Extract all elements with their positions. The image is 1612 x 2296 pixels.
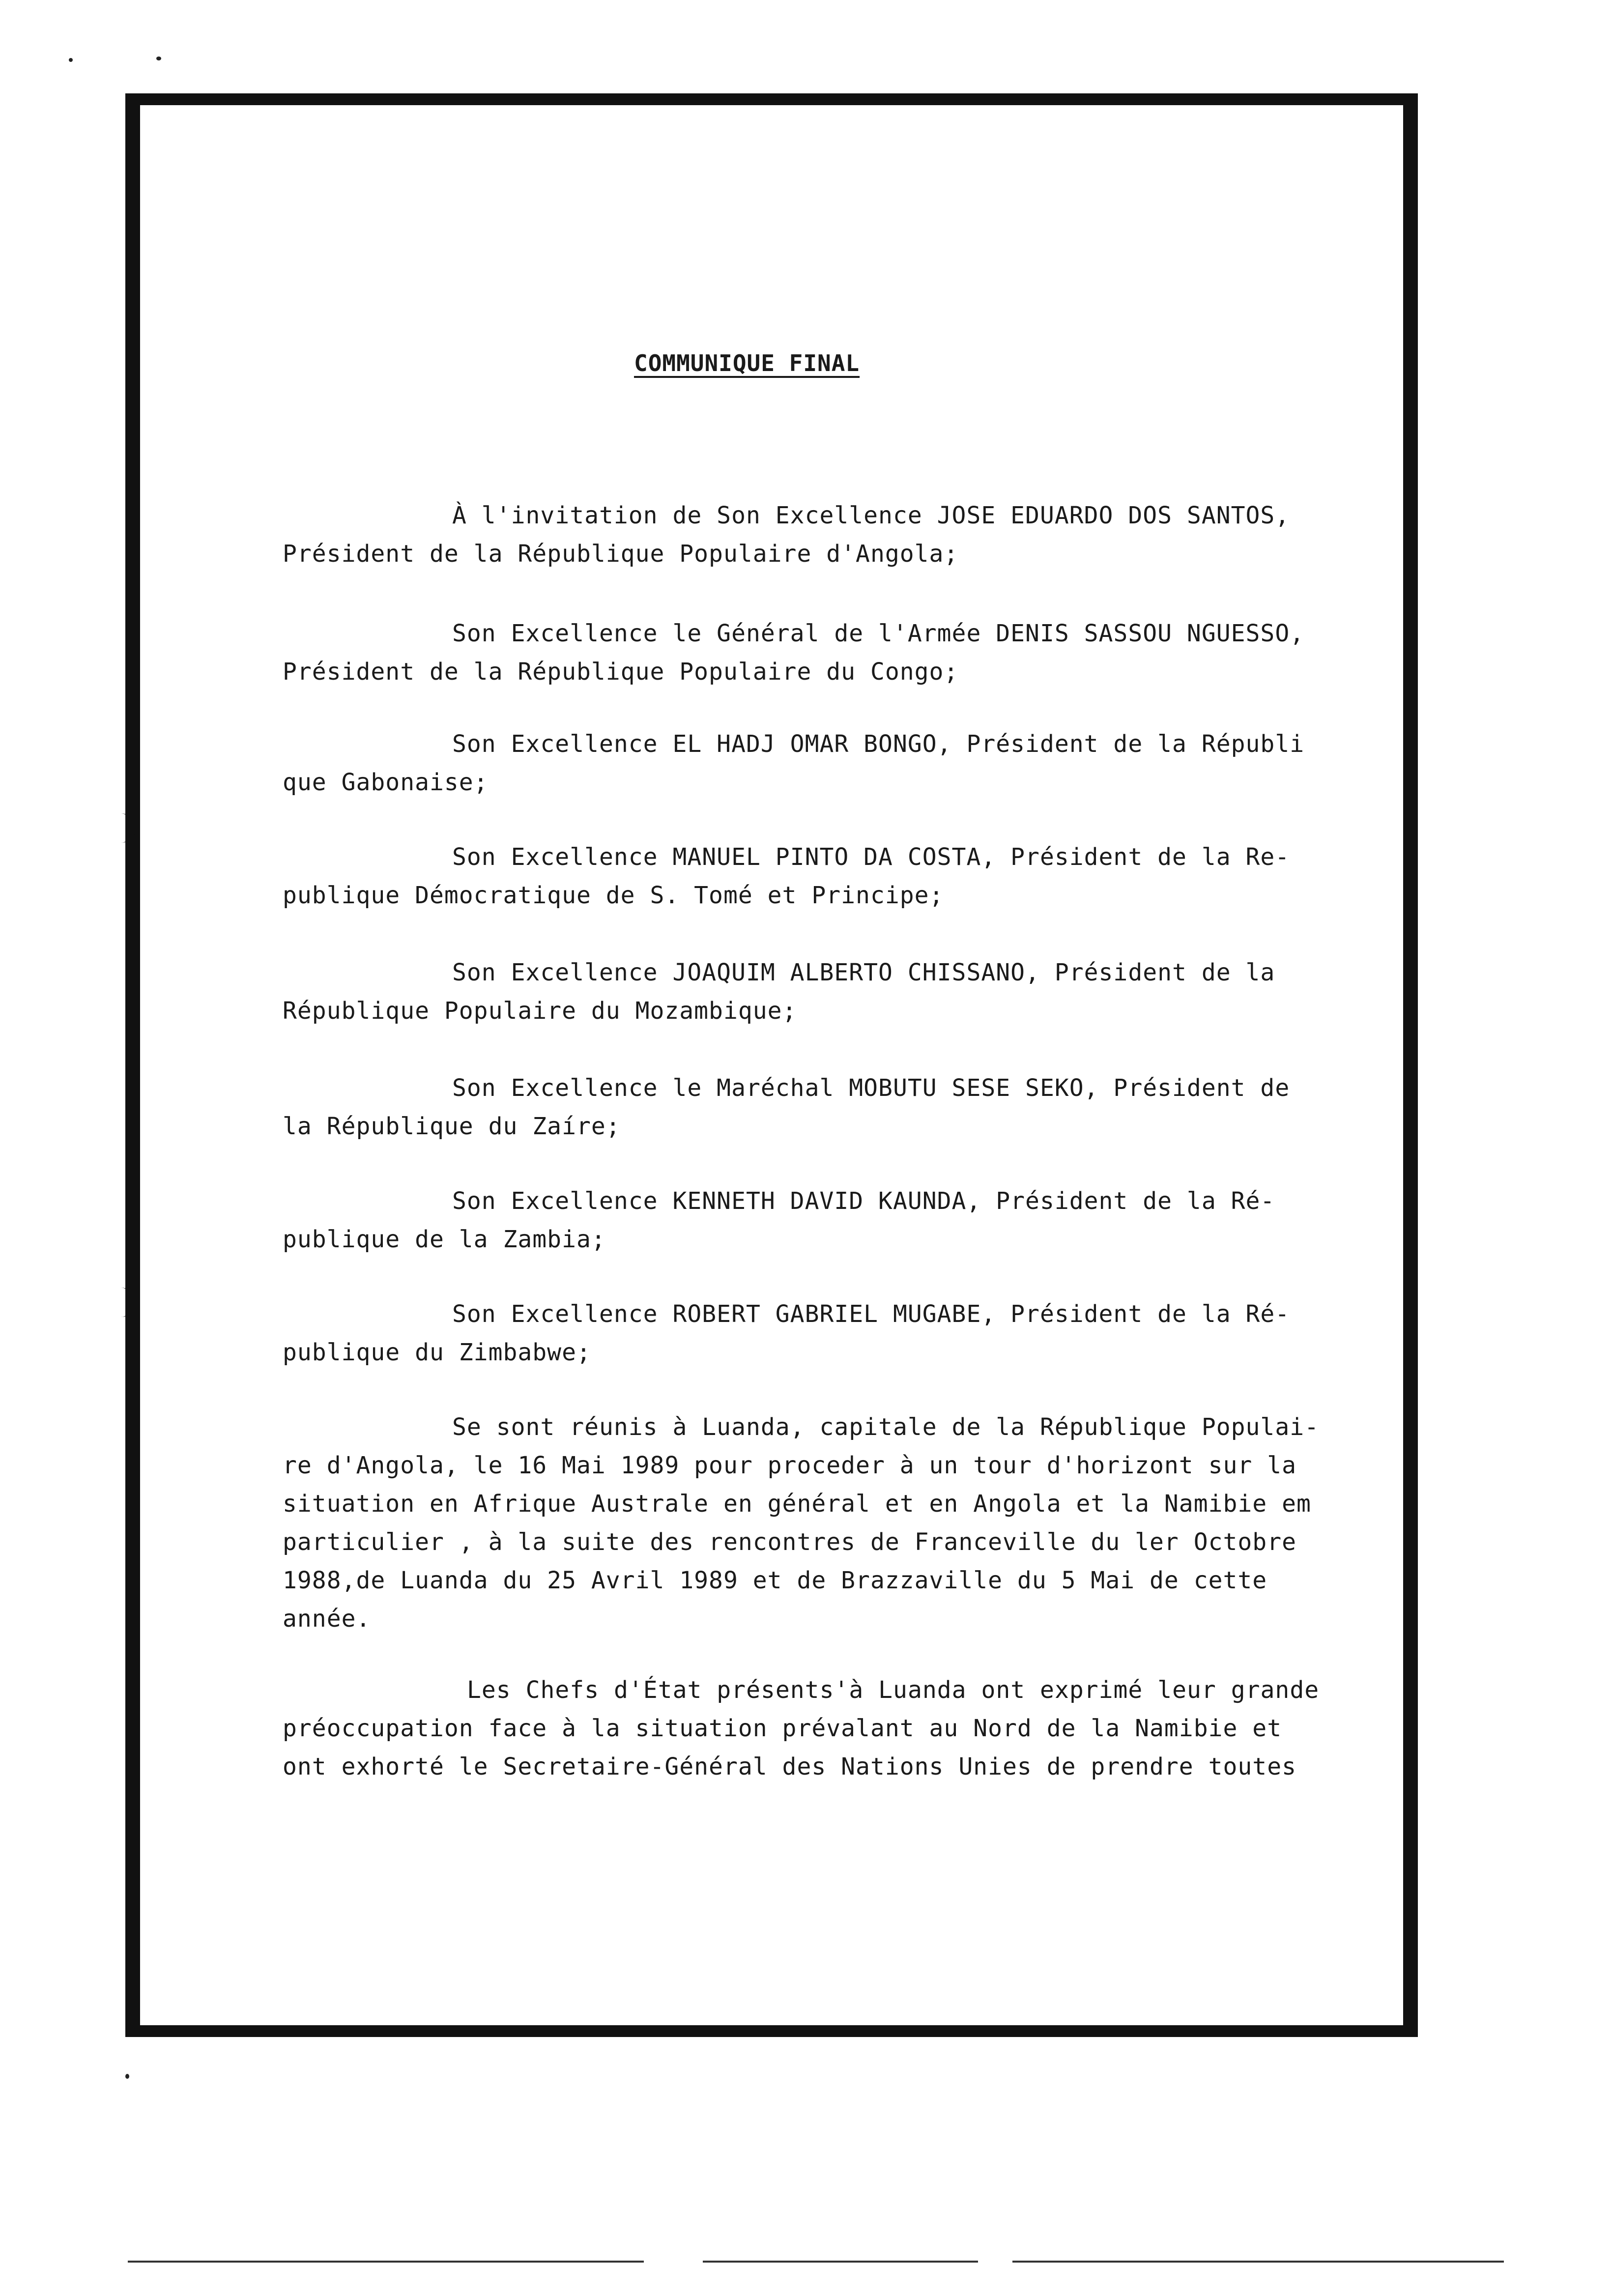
paragraph-line: préoccupation face à la situation prévalant au Nord de la Namibie et [283, 1715, 1282, 1742]
paragraph-heads-of-state [283, 1671, 1383, 1786]
paragraph-line: ont exhorté le Secretaire-Général des Nations Unies de prendre toutes [283, 1753, 1296, 1780]
paragraph-first-line: Les Chefs d'État présents'à Luanda ont exprimé leur grande [467, 1676, 1320, 1704]
paragraph-continuation: République Populaire du Mozambique; [283, 997, 797, 1025]
paragraph-first-line: Son Excellence MANUEL PINTO DA COSTA, Président de la Re- [452, 843, 1290, 871]
scan-rule [703, 2261, 978, 2263]
paragraph-zambia [283, 1182, 1383, 1259]
paragraph-zaire [283, 1069, 1383, 1146]
paragraph-continuation: publique Démocratique de S. Tomé et Principe; [283, 882, 944, 909]
scan-speck [69, 58, 73, 62]
paragraph-first-line: Son Excellence EL HADJ OMAR BONGO, Président de la Républi [452, 730, 1305, 758]
paragraph-continuation: la République du Zaíre; [283, 1113, 621, 1140]
paragraph-continuation: Président de la République Populaire du Congo; [283, 658, 959, 686]
paragraph-mozambique [283, 953, 1383, 1030]
paragraph-line: re d'Angola, le 16 Mai 1989 pour proceder à un tour d'horizont sur la [283, 1452, 1296, 1479]
paragraph-first-line: À l'invitation de Son Excellence JOSE EDUARDO DOS SANTOS, [452, 502, 1290, 529]
paragraph-first-line: Son Excellence le Maréchal MOBUTU SESE SEKO, Président de [452, 1074, 1290, 1102]
paragraph-first-line: Son Excellence le Général de l'Armée DENIS SASSOU NGUESSO, [452, 620, 1305, 647]
paragraph-first-line: Son Excellence KENNETH DAVID KAUNDA, Président de la Ré- [452, 1187, 1275, 1215]
paragraph-first-line: Son Excellence JOAQUIM ALBERTO CHISSANO, Président de la [452, 959, 1275, 986]
paragraph-line: situation en Afrique Australe en général et en Angola et la Namibie em [283, 1490, 1311, 1518]
paragraph-continuation: publique du Zimbabwe; [283, 1339, 591, 1366]
paragraph-continuation: Président de la République Populaire d'Angola; [283, 540, 959, 568]
paragraph-congo [283, 614, 1383, 691]
paragraph-angola [283, 496, 1383, 573]
paragraph-zimbabwe [283, 1295, 1383, 1372]
paragraph-first-line: Se sont réunis à Luanda, capitale de la République Populai- [452, 1413, 1320, 1441]
document-title-wrap [634, 350, 860, 376]
scan-speck [156, 57, 161, 60]
paragraph-first-line: Son Excellence ROBERT GABRIEL MUGABE, Président de la Ré- [452, 1300, 1290, 1328]
paragraph-meeting-luanda [283, 1408, 1383, 1638]
paragraph-sao-tome [283, 838, 1383, 915]
document-title: COMMUNIQUE FINAL [634, 350, 860, 376]
scan-rule [1012, 2261, 1504, 2263]
paragraph-continuation: que Gabonaise; [283, 769, 489, 796]
paragraph-continuation: publique de la Zambia; [283, 1226, 606, 1253]
paragraph-line: 1988,de Luanda du 25 Avril 1989 et de Brazzaville du 5 Mai de cette [283, 1567, 1267, 1594]
paragraph-line: particulier , à la suite des rencontres de Franceville du ler Octobre [283, 1528, 1296, 1556]
scan-rule [128, 2261, 644, 2263]
paragraph-line: année. [283, 1605, 371, 1633]
paragraph-gabon [283, 725, 1383, 802]
scan-speck [125, 2074, 129, 2079]
